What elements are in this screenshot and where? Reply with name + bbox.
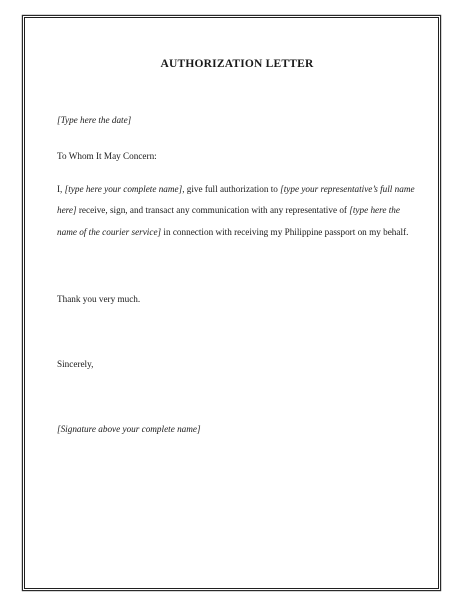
date-placeholder: [Type here the date] [57,115,132,125]
letter-title: AUTHORIZATION LETTER [160,58,314,70]
thanks-line: Thank you very much. [57,294,141,304]
signature-placeholder: [Signature above your complete name] [57,424,201,434]
courier-service-placeholder: [type here the name of the courier service] [57,205,400,237]
closing-line: Sincerely, [57,359,94,369]
representative-name-placeholder: [type your representative’s full name here] [57,184,415,216]
body-text-4: in connection with receiving my Philippine passport on my behalf. [161,226,409,237]
body-text-3: receive, sign, and transact any communication with any representative of [76,205,350,216]
salutation: To Whom It May Concern: [57,151,157,161]
complete-name-placeholder: [type here your complete name] [64,184,183,194]
body-text-2: , give full authorization to [182,184,281,194]
body-text-1: I, [57,184,65,194]
body-paragraph [57,179,417,243]
